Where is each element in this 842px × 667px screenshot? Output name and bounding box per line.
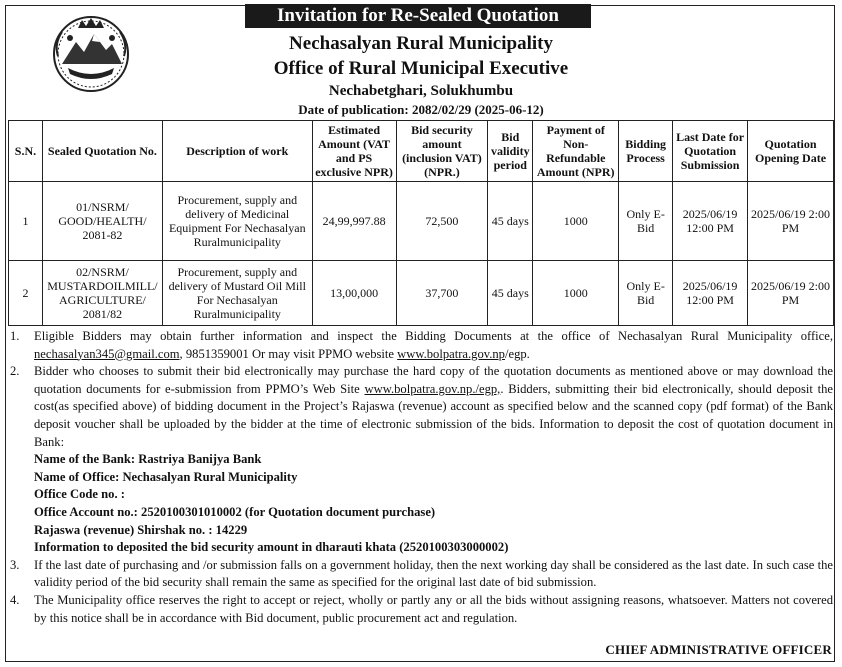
- note-2: [10, 363, 833, 451]
- website-link[interactable]: www.bolpatra.gov.np./egp,: [364, 381, 501, 396]
- bank-name: Name of the Bank: Rastriya Banijya Bank: [34, 452, 262, 467]
- cell-description: Procurement, supply and delivery of Mustard Oil Mill For Nechasalyan Ruralmunicipality: [162, 261, 312, 326]
- col-header: Last Date for Quotation Submission: [673, 121, 748, 182]
- publication-date: Date of publication: 2082/02/29 (2025-06-12): [298, 102, 544, 117]
- org-name: Nechasalyan Rural Municipality: [289, 33, 553, 54]
- note-number: 4.: [10, 592, 20, 607]
- table-row: [9, 261, 834, 326]
- col-header: Bid validity period: [488, 121, 533, 182]
- note-number: 2.: [10, 364, 20, 379]
- note-3: [10, 557, 833, 592]
- cell-payment: 1000: [533, 261, 619, 326]
- office-name-line: Name of Office: Nechasalyan Rural Municipality: [34, 469, 298, 484]
- cell-bid-security: 72,500: [396, 182, 488, 261]
- note-text: The Municipality office reserves the right to accept or reject, wholly or partly any or all the bids without assigning reasons, whatsoever. Matters not covered by this notice shall be in accordance with Bid document, public procurement act and regulation.: [34, 592, 833, 625]
- cell-bid-security: 37,700: [396, 261, 488, 326]
- cell-process: Only E-Bid: [619, 182, 673, 261]
- cell-sn: 1: [9, 182, 43, 261]
- note-1: [10, 328, 833, 363]
- cell-estimated-amount: 24,99,997.88: [312, 182, 396, 261]
- notice-banner: Invitation for Re-Sealed Quotation: [245, 4, 591, 28]
- cell-process: Only E-Bid: [619, 261, 673, 326]
- note-text: . Bidders, submitting their bid electronically, should deposit the cost(as specified above) of bidding document in the Project’s Rajaswa (revenue) account as specified below and the scanned copy (pdf format) of the Bank deposit voucher shall be uploaded by the bidder at the time of electronic submission of the bids. Information to deposit the cost of quotation document in Bank:: [34, 381, 833, 449]
- bank-info: [10, 451, 833, 557]
- cell-opening-date: 2025/06/19 2:00 PM: [748, 261, 834, 326]
- note-number: 3.: [10, 557, 20, 572]
- quotation-table: [8, 120, 834, 326]
- col-header: Estimated Amount (VAT and PS exclusive NPR): [312, 121, 396, 182]
- dharauti-info: Information to deposited the bid security amount in dharauti khata (2520100303000002): [34, 540, 509, 555]
- cell-validity: 45 days: [488, 261, 533, 326]
- table-header-row: [9, 121, 834, 182]
- note-text: , 9851359001 Or may visit PPMO website: [179, 346, 398, 361]
- email-link[interactable]: nechasalyan345@gmail.com: [34, 346, 180, 361]
- note-4: [10, 592, 833, 627]
- note-number: 1.: [10, 329, 20, 343]
- office-address: Nechabetghari, Solukhumbu: [328, 83, 514, 99]
- cell-payment: 1000: [533, 182, 619, 261]
- cell-sn: 2: [9, 261, 43, 326]
- note-text: /egp.: [504, 346, 530, 361]
- col-header: Payment of Non-Refundable Amount (NPR): [533, 121, 619, 182]
- table-row: [9, 182, 834, 261]
- cell-last-date: 2025/06/19 12:00 PM: [673, 182, 748, 261]
- cell-estimated-amount: 13,00,000: [312, 261, 396, 326]
- col-header: Description of work: [162, 121, 312, 182]
- office-account: Office Account no.: 2520100301010002 (for Quotation document purchase): [34, 504, 436, 519]
- note-text: Bidder who chooses to submit their bid electronically may purchase the hard copy of the quotation documents as mentioned above or may download the quotation documents for e-submission from PPMO’s Web Site: [34, 364, 833, 396]
- signature-title: CHIEF ADMINISTRATIVE OFFICER: [605, 642, 832, 657]
- col-header: Bid security amount (inclusion VAT) (NPR.): [396, 121, 488, 182]
- cell-validity: 45 days: [488, 182, 533, 261]
- note-text: Eligible Bidders may obtain further information and inspect the Bidding Documents at the office of Nechasalyan Rural Municipality office,: [34, 329, 833, 343]
- col-header: Bidding Process: [619, 121, 673, 182]
- cell-last-date: 2025/06/19 12:00 PM: [673, 261, 748, 326]
- rajaswa-shirshak: Rajaswa (revenue) Shirshak no. : 14229: [34, 522, 248, 537]
- cell-description: Procurement, supply and delivery of Medicinal Equipment For Nechasalyan Ruralmunicipality: [162, 182, 312, 261]
- col-header: S.N.: [9, 121, 43, 182]
- office-code: Office Code no. :: [34, 487, 125, 502]
- cell-quotation-no: 01/NSRM/ GOOD/HEALTH/ 2081-82: [42, 182, 162, 261]
- notice-terms: [10, 328, 833, 627]
- office-name: Office of Rural Municipal Executive: [273, 58, 569, 79]
- cell-opening-date: 2025/06/19 2:00 PM: [748, 182, 834, 261]
- website-link[interactable]: www.bolpatra.gov.np: [397, 346, 505, 361]
- note-text: If the last date of purchasing and /or submission falls on a government holiday, then the next working day shall be considered as the last date. In such case the validity period of the bid security shall remain the same as specified for the original last date of bid submission.: [34, 557, 833, 590]
- cell-quotation-no: 02/NSRM/ MUSTARDOILMILL/ AGRICULTURE/ 2081/82: [42, 261, 162, 326]
- col-header: Sealed Quotation No.: [42, 121, 162, 182]
- col-header: Quotation Opening Date: [748, 121, 834, 182]
